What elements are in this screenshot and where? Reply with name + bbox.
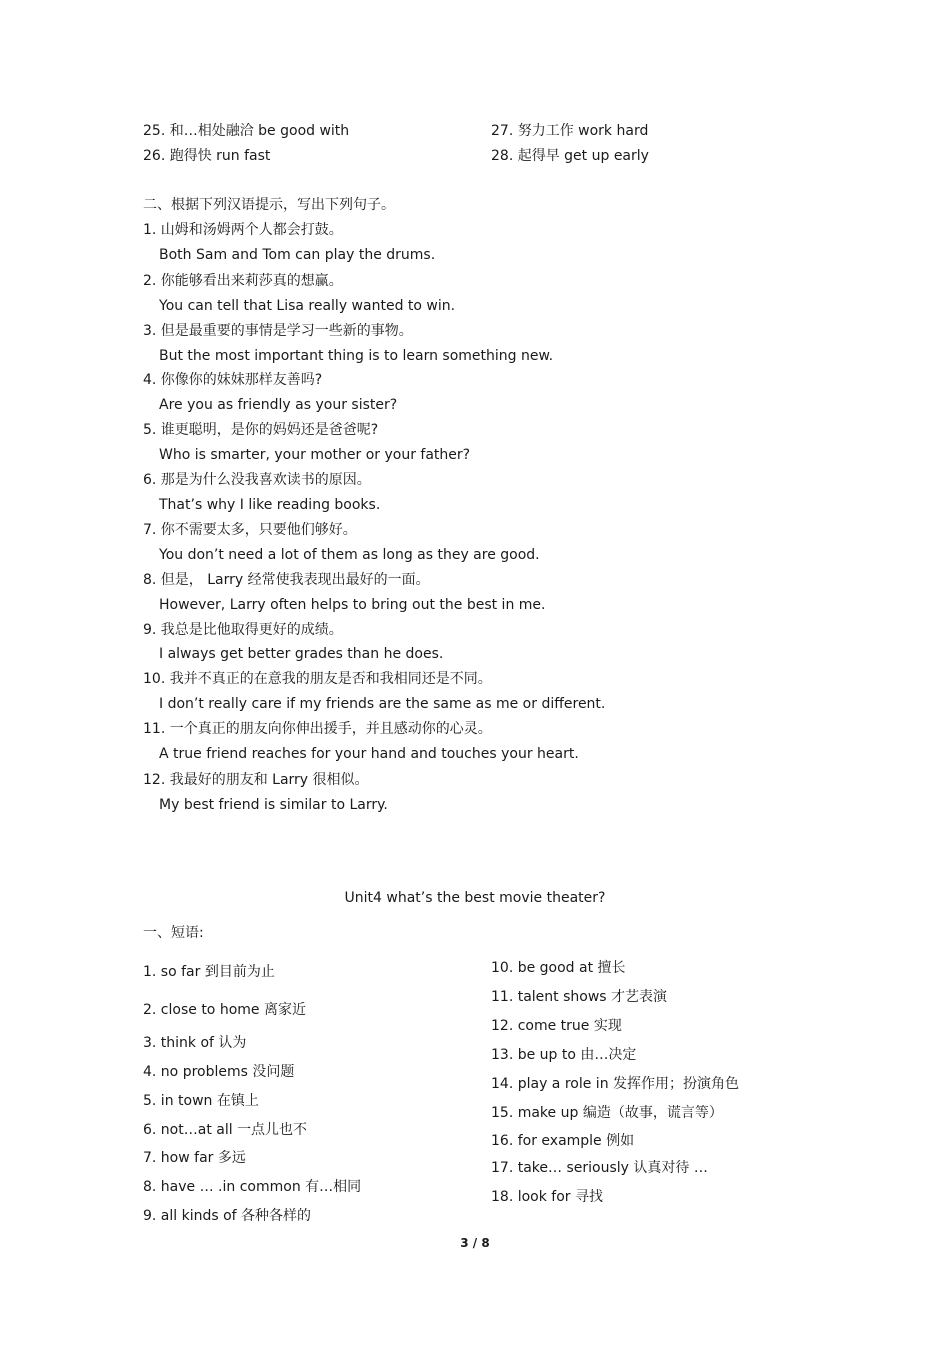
page-number: 3 / 8 [460,1236,490,1250]
sentence-zh: 8. 但是， Larry 经常使我表现出最好的一面。 [143,572,430,588]
sentence-en: I don’t really care if my friends are the same as me or different. [159,696,606,712]
phrase-item: 14. play a role in 发挥作用；扮演角色 [491,1076,740,1092]
phrase-item: 1. so far 到目前为止 [143,964,275,980]
phrase-item: 9. all kinds of 各种各样的 [143,1208,312,1224]
phrase-item: 8. have … .in common 有…相同 [143,1179,362,1195]
sentence-en: Are you as friendly as your sister? [159,397,398,413]
phrase-item: 13. be up to 由…决定 [491,1047,637,1063]
phrase-item: 10. be good at 擅长 [491,960,626,976]
sentence-en: My best friend is similar to Larry. [159,797,388,813]
phrase-item: 12. come true 实现 [491,1018,622,1034]
phrase-item: 2. close to home 离家近 [143,1002,306,1018]
sentence-zh: 3. 但是最重要的事情是学习一些新的事物。 [143,323,413,339]
sentence-en: That’s why I like reading books. [159,497,381,513]
unit4-title: Unit4 what’s the best movie theater? [344,890,606,906]
sentence-en: You can tell that Lisa really wanted to win. [159,298,456,314]
sentence-zh: 10. 我并不真正的在意我的朋友是否和我相同还是不同。 [143,671,492,687]
sentence-zh: 7. 你不需要太多，只要他们够好。 [143,522,357,538]
sentence-en: Who is smarter, your mother or your father? [159,447,471,463]
sentence-zh: 4. 你像你的妹妹那样友善吗? [143,372,323,388]
section2-heading: 二、根据下列汉语提示，写出下列句子。 [143,197,395,213]
phrase-item: 18. look for 寻找 [491,1189,603,1205]
sentence-en: Both Sam and Tom can play the drums. [159,247,436,263]
phrase-item: 15. make up 编造（故事，谎言等） [491,1105,723,1121]
unit4-subheading: 一、短语: [143,925,204,941]
phrase-item: 3. think of 认为 [143,1035,247,1051]
sentence-zh: 12. 我最好的朋友和 Larry 很相似。 [143,772,369,788]
sentence-zh: 2. 你能够看出来莉莎真的想赢。 [143,273,343,289]
phrase-26: 26. 跑得快 run fast [143,148,271,164]
sentence-en: I always get better grades than he does. [159,646,444,662]
phrase-item: 4. no problems 没问题 [143,1064,295,1080]
phrase-item: 7. how far 多远 [143,1150,246,1166]
sentence-en: However, Larry often helps to bring out the best in me. [159,597,546,613]
phrase-28: 28. 起得早 get up early [491,148,649,164]
sentence-zh: 5. 谁更聪明，是你的妈妈还是爸爸呢? [143,422,379,438]
sentence-zh: 1. 山姆和汤姆两个人都会打鼓。 [143,222,343,238]
phrase-27: 27. 努力工作 work hard [491,123,649,139]
sentence-en: You don’t need a lot of them as long as they are good. [159,547,540,563]
phrase-item: 17. take… seriously 认真对待 … [491,1160,708,1176]
sentence-en: A true friend reaches for your hand and touches your heart. [159,746,579,762]
sentence-zh: 6. 那是为什么没我喜欢读书的原因。 [143,472,371,488]
sentence-zh: 11. 一个真正的朋友向你伸出援手，并且感动你的心灵。 [143,721,492,737]
sentence-zh: 9. 我总是比他取得更好的成绩。 [143,622,343,638]
phrase-item: 6. not…at all 一点儿也不 [143,1122,308,1138]
sentence-en: But the most important thing is to learn something new. [159,348,554,364]
phrase-item: 16. for example 例如 [491,1133,635,1149]
phrase-25: 25. 和…相处融洽 be good with [143,123,350,139]
phrase-item: 11. talent shows 才艺表演 [491,989,668,1005]
phrase-item: 5. in town 在镇上 [143,1093,259,1109]
